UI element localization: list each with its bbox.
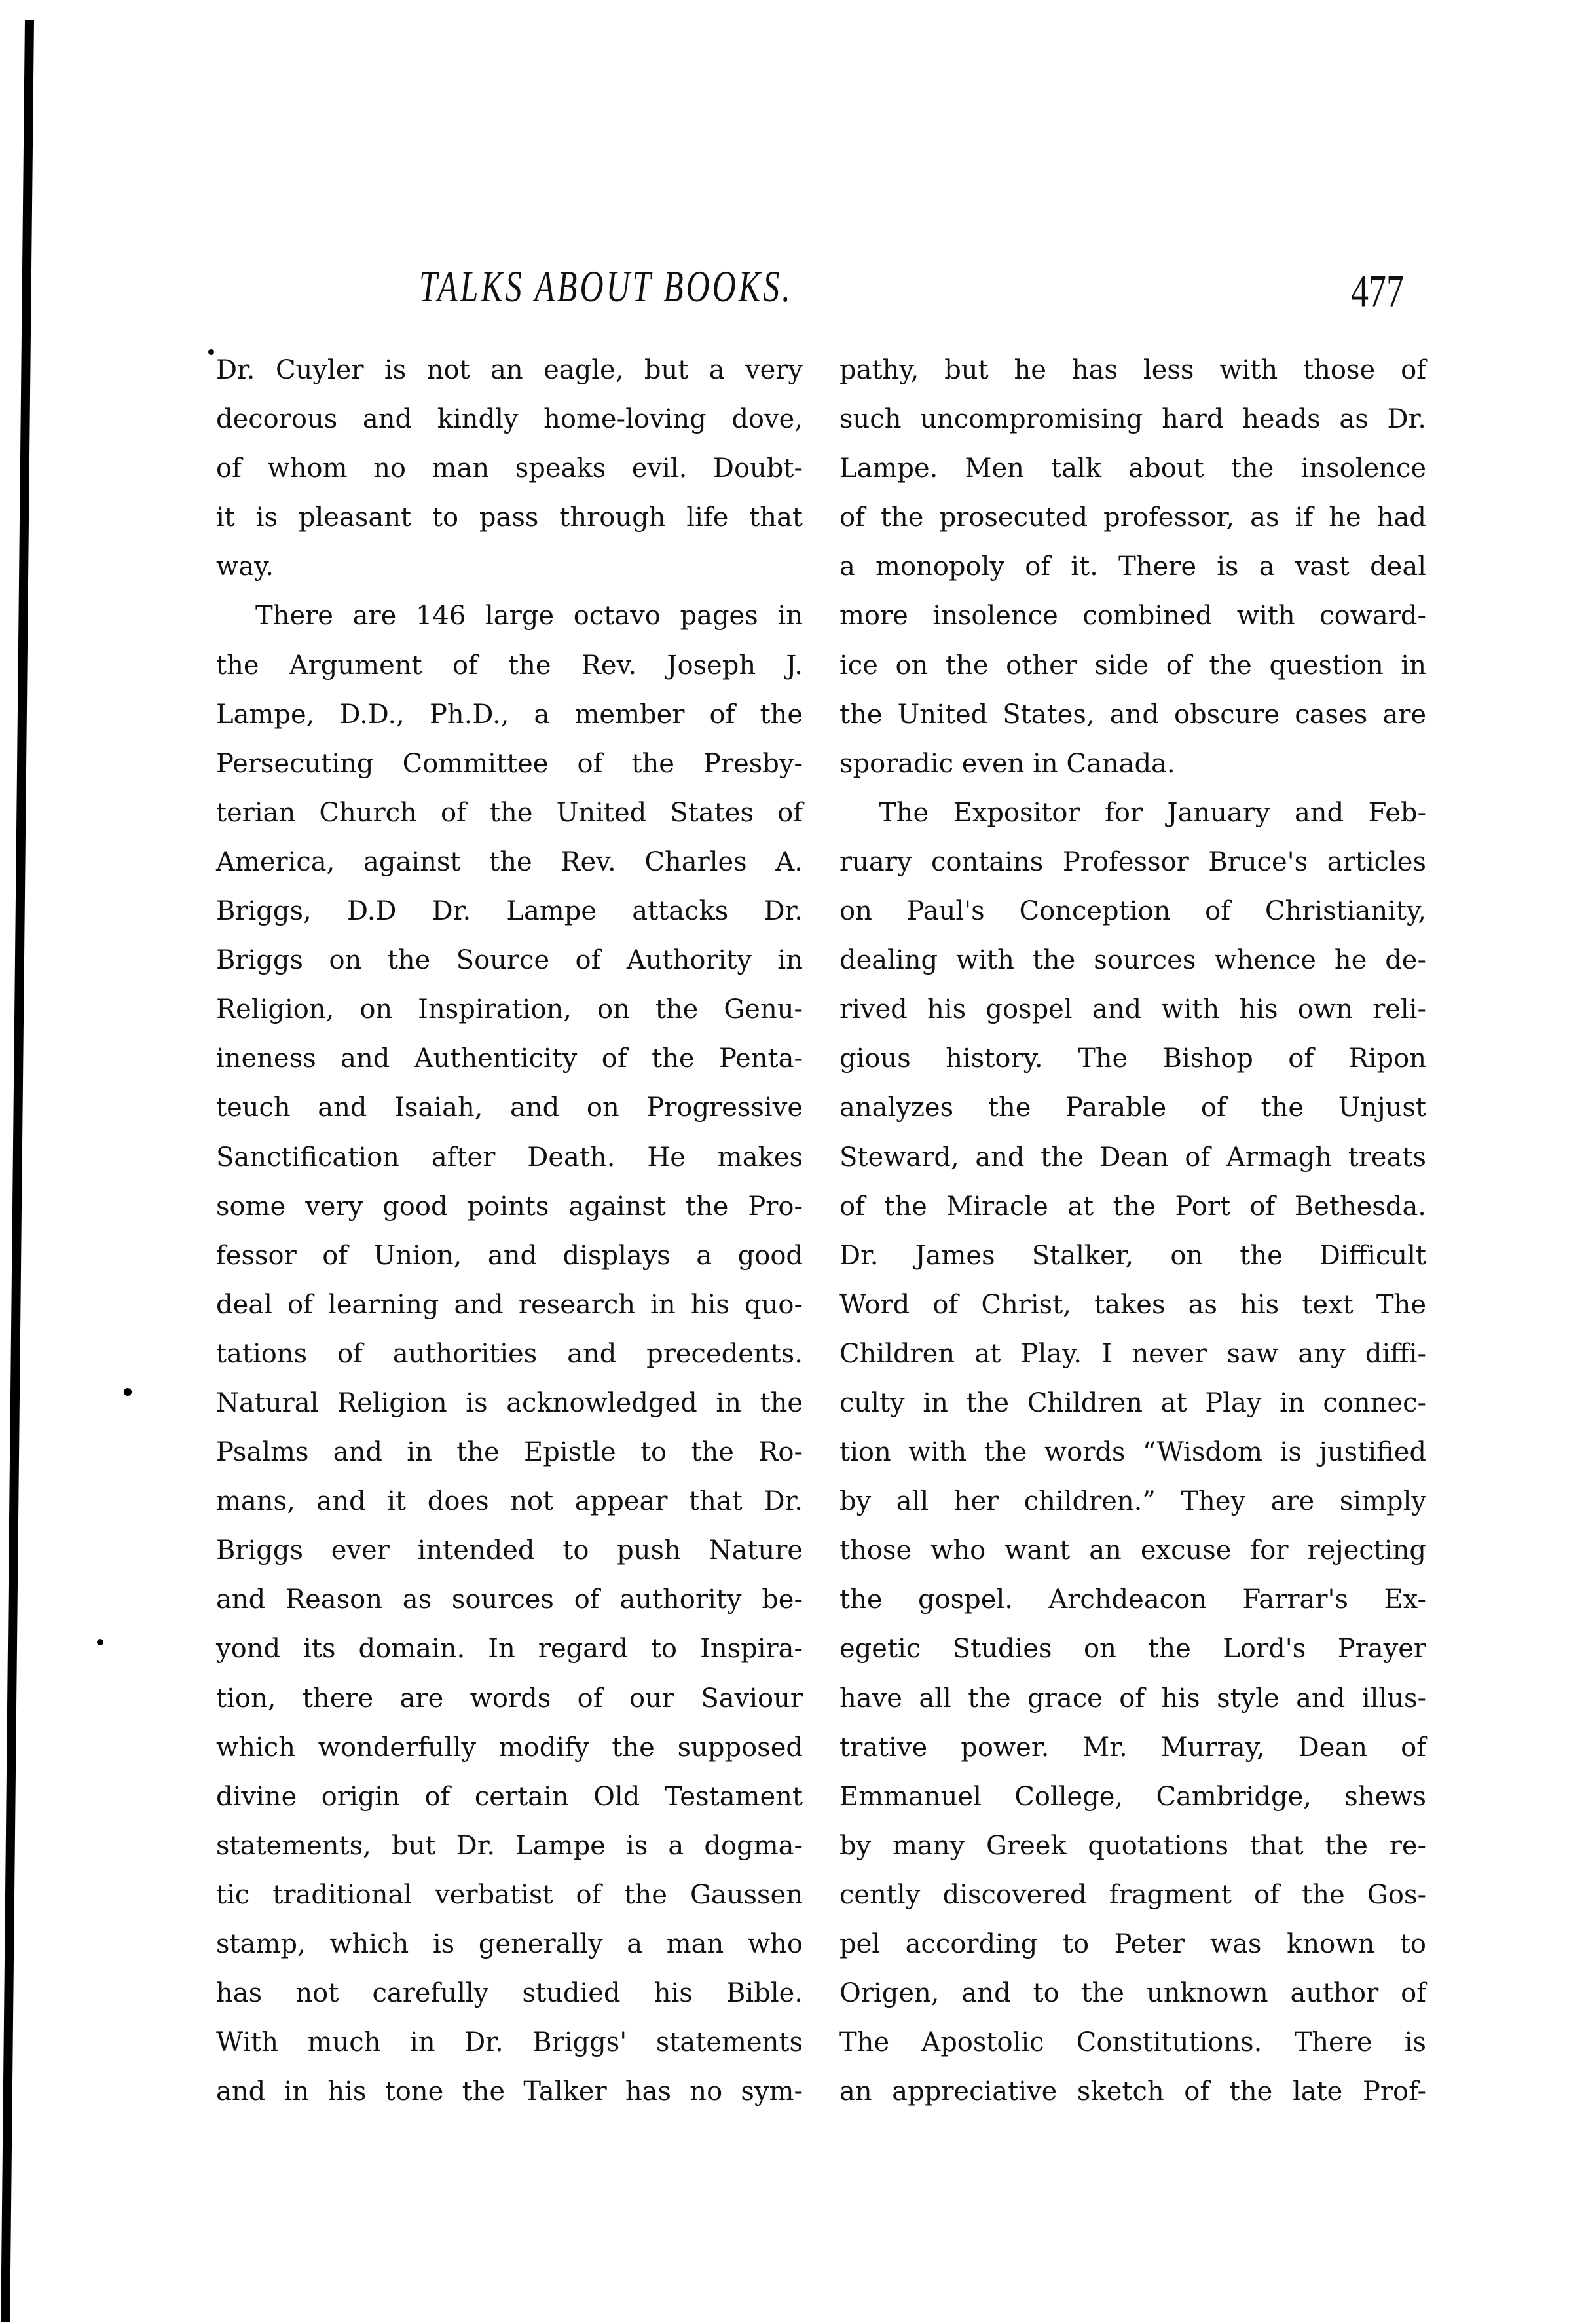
text-line bbox=[839, 936, 1426, 985]
stray-mark bbox=[208, 349, 214, 355]
text-line bbox=[216, 1871, 803, 1920]
text-line-content: Dr. Cuyler is not an eagle, but a very bbox=[216, 355, 803, 385]
text-line-content: The Expositor for January and Feb- bbox=[879, 797, 1426, 828]
text-line-content: of the Miracle at the Port of Bethesda. bbox=[839, 1191, 1426, 1222]
text-line-content: Dr. James Stalker, on the Difficult bbox=[839, 1240, 1426, 1271]
text-line bbox=[839, 1379, 1426, 1428]
text-line-content: America, against the Rev. Charles A. bbox=[216, 846, 803, 877]
text-line bbox=[216, 985, 803, 1034]
text-line bbox=[839, 542, 1426, 591]
text-line bbox=[216, 1526, 803, 1575]
text-line bbox=[216, 1330, 803, 1379]
text-line-content: rived his gospel and with his own reli- bbox=[839, 994, 1426, 1025]
text-line-content: terian Church of the United States of bbox=[216, 797, 803, 828]
text-line bbox=[839, 1772, 1426, 1822]
stray-mark bbox=[124, 1388, 132, 1396]
text-line bbox=[839, 1133, 1426, 1182]
text-line-content: sporadic even in Canada. bbox=[839, 748, 1175, 779]
text-line-content: fessor of Union, and displays a good bbox=[216, 1240, 803, 1271]
text-line-content: it is pleasant to pass through life that bbox=[216, 502, 803, 533]
text-line-content: The Apostolic Constitutions. There is bbox=[839, 2027, 1426, 2058]
text-line bbox=[216, 1822, 803, 1871]
scan-edge-bar bbox=[1, 20, 34, 2322]
text-line bbox=[839, 2067, 1426, 2116]
text-line-content: Religion, on Inspiration, on the Genu- bbox=[216, 994, 803, 1025]
text-line-content: by all her children.” They are simply bbox=[839, 1486, 1426, 1517]
text-line bbox=[216, 1477, 803, 1526]
text-line-content: culty in the Children at Play in connec- bbox=[839, 1387, 1426, 1418]
text-line bbox=[839, 1871, 1426, 1920]
text-line bbox=[216, 1624, 803, 1674]
text-line bbox=[216, 1575, 803, 1624]
text-line bbox=[839, 985, 1426, 1034]
text-line bbox=[216, 838, 803, 887]
text-line-content: some very good points against the Pro- bbox=[216, 1191, 803, 1222]
text-line bbox=[216, 444, 803, 493]
text-line bbox=[216, 1281, 803, 1330]
text-line-content: an appreciative sketch of the late Prof- bbox=[839, 2076, 1426, 2107]
text-line-content: Word of Christ, takes as his text The bbox=[839, 1289, 1426, 1320]
text-line bbox=[839, 1920, 1426, 1969]
text-line-content: the gospel. Archdeacon Farrar's Ex- bbox=[839, 1584, 1426, 1615]
text-line-content: ineness and Authenticity of the Penta- bbox=[216, 1043, 803, 1074]
text-line bbox=[216, 690, 803, 740]
text-line-content: Briggs, D.D Dr. Lampe attacks Dr. bbox=[216, 896, 803, 927]
text-line bbox=[839, 1969, 1426, 2018]
text-line-content: teuch and Isaiah, and on Progressive bbox=[216, 1093, 803, 1123]
text-line-content: such uncompromising hard heads as Dr. bbox=[839, 404, 1426, 435]
text-line-content: of the prosecuted professor, as if he had bbox=[839, 502, 1426, 533]
text-line-content: deal of learning and research in his quo- bbox=[216, 1289, 803, 1320]
text-line bbox=[839, 1575, 1426, 1624]
left-text-column bbox=[216, 346, 803, 2116]
text-line bbox=[839, 1428, 1426, 1477]
text-line bbox=[839, 1034, 1426, 1083]
text-line bbox=[216, 493, 803, 542]
text-line bbox=[216, 740, 803, 789]
text-line bbox=[839, 493, 1426, 542]
text-line bbox=[216, 789, 803, 838]
text-line-content: stamp, which is generally a man who bbox=[216, 1929, 803, 1959]
text-line-content: ruary contains Professor Bruce's articles bbox=[839, 846, 1426, 877]
text-line-content: trative power. Mr. Murray, Dean of bbox=[839, 1732, 1426, 1763]
text-line-content: pathy, but he has less with those of bbox=[839, 355, 1426, 385]
text-line-content: the Argument of the Rev. Joseph J. bbox=[216, 650, 803, 681]
text-line-content: has not carefully studied his Bible. bbox=[216, 1978, 803, 2009]
text-line bbox=[216, 1920, 803, 1969]
text-line bbox=[839, 591, 1426, 641]
text-line bbox=[839, 740, 1426, 789]
text-line bbox=[839, 838, 1426, 887]
text-line-content: which wonderfully modify the supposed bbox=[216, 1732, 803, 1763]
text-line-content: decorous and kindly home-loving dove, bbox=[216, 404, 803, 435]
text-line bbox=[839, 395, 1426, 444]
text-line-content: more insolence combined with coward- bbox=[839, 601, 1426, 631]
text-line-content: and in his tone the Talker has no sym- bbox=[216, 2076, 803, 2107]
text-line-content: mans, and it does not appear that Dr. bbox=[216, 1486, 803, 1517]
text-line-content: dealing with the sources whence he de- bbox=[839, 945, 1426, 976]
text-line-content: Persecuting Committee of the Presby- bbox=[216, 748, 803, 779]
text-line bbox=[216, 887, 803, 936]
text-line-content: Lampe. Men talk about the insolence bbox=[839, 453, 1426, 484]
text-line bbox=[839, 1624, 1426, 1674]
text-line bbox=[839, 1822, 1426, 1871]
text-line-content: tations of authorities and precedents. bbox=[216, 1338, 803, 1369]
text-line-content: gious history. The Bishop of Ripon bbox=[839, 1043, 1426, 1074]
text-line-content: Sanctification after Death. He makes bbox=[216, 1142, 803, 1172]
text-line bbox=[839, 641, 1426, 690]
text-line bbox=[216, 1772, 803, 1822]
text-line-content: and Reason as sources of authority be- bbox=[216, 1584, 803, 1615]
text-line-content: Briggs ever intended to push Nature bbox=[216, 1535, 803, 1566]
text-line bbox=[839, 1674, 1426, 1723]
text-line-content: With much in Dr. Briggs' statements bbox=[216, 2027, 803, 2058]
text-line bbox=[839, 346, 1426, 395]
text-line-content: Children at Play. I never saw any diffi- bbox=[839, 1338, 1426, 1369]
text-line bbox=[216, 591, 803, 641]
text-line bbox=[216, 1182, 803, 1231]
text-line bbox=[839, 1330, 1426, 1379]
text-line-content: tion, there are words of our Saviour bbox=[216, 1683, 803, 1714]
text-line bbox=[839, 1083, 1426, 1133]
text-line bbox=[216, 1133, 803, 1182]
running-title: TALKS ABOUT BOOKS. bbox=[419, 261, 793, 311]
text-line bbox=[216, 1034, 803, 1083]
text-line-content: tic traditional verbatist of the Gaussen bbox=[216, 1879, 803, 1910]
stray-mark bbox=[97, 1639, 103, 1645]
text-line-content: statements, but Dr. Lampe is a dogma- bbox=[216, 1830, 803, 1861]
text-line bbox=[839, 789, 1426, 838]
text-line-content: Origen, and to the unknown author of bbox=[839, 1978, 1426, 2009]
text-line-content: ice on the other side of the question in bbox=[839, 650, 1426, 681]
text-line-content: tion with the words “Wisdom is justified bbox=[839, 1437, 1426, 1468]
text-line bbox=[216, 2067, 803, 2116]
text-line-content: have all the grace of his style and illus- bbox=[839, 1683, 1426, 1714]
text-line bbox=[839, 1723, 1426, 1772]
text-line-content: way. bbox=[216, 552, 274, 582]
text-line-content: the United States, and obscure cases are bbox=[839, 699, 1426, 730]
text-line bbox=[216, 2018, 803, 2067]
running-head bbox=[0, 261, 1584, 317]
page-number: 477 bbox=[1351, 265, 1404, 317]
text-line-content: yond its domain. In regard to Inspira- bbox=[216, 1634, 803, 1664]
text-line-content: cently discovered fragment of the Gos- bbox=[839, 1879, 1426, 1910]
text-line-content: pel according to Peter was known to bbox=[839, 1929, 1426, 1959]
text-line-content: of whom no man speaks evil. Doubt- bbox=[216, 453, 803, 484]
text-line bbox=[216, 542, 803, 591]
text-line-content: divine origin of certain Old Testament bbox=[216, 1781, 803, 1812]
text-line-content: Steward, and the Dean of Armagh treats bbox=[839, 1142, 1426, 1172]
text-line bbox=[839, 2018, 1426, 2067]
text-line bbox=[839, 1182, 1426, 1231]
text-line-content: analyzes the Parable of the Unjust bbox=[839, 1093, 1426, 1123]
text-line bbox=[216, 1428, 803, 1477]
text-line-content: Natural Religion is acknowledged in the bbox=[216, 1387, 803, 1418]
text-line bbox=[839, 444, 1426, 493]
text-line-content: Emmanuel College, Cambridge, shews bbox=[839, 1781, 1426, 1812]
text-line bbox=[839, 690, 1426, 740]
text-line bbox=[839, 1477, 1426, 1526]
text-line bbox=[839, 1526, 1426, 1575]
text-line bbox=[839, 1281, 1426, 1330]
text-line-content: egetic Studies on the Lord's Prayer bbox=[839, 1634, 1426, 1664]
text-line-content: those who want an excuse for rejecting bbox=[839, 1535, 1426, 1566]
text-line-content: Briggs on the Source of Authority in bbox=[216, 945, 803, 976]
text-line bbox=[216, 641, 803, 690]
right-text-column bbox=[839, 346, 1426, 2116]
text-line bbox=[216, 1674, 803, 1723]
text-line bbox=[216, 1231, 803, 1281]
text-line bbox=[839, 1231, 1426, 1281]
text-line-content: by many Greek quotations that the re- bbox=[839, 1830, 1426, 1861]
text-line bbox=[216, 395, 803, 444]
text-line bbox=[216, 1723, 803, 1772]
text-line bbox=[216, 1969, 803, 2018]
text-line bbox=[839, 887, 1426, 936]
text-line-content: a monopoly of it. There is a vast deal bbox=[839, 552, 1426, 582]
text-line bbox=[216, 936, 803, 985]
text-line-content: Psalms and in the Epistle to the Ro- bbox=[216, 1437, 803, 1468]
text-line-content: There are 146 large octavo pages in bbox=[255, 601, 803, 631]
text-line bbox=[216, 346, 803, 395]
text-line-content: Lampe, D.D., Ph.D., a member of the bbox=[216, 699, 803, 730]
text-line bbox=[216, 1083, 803, 1133]
text-line bbox=[216, 1379, 803, 1428]
text-line-content: on Paul's Conception of Christianity, bbox=[839, 896, 1426, 927]
